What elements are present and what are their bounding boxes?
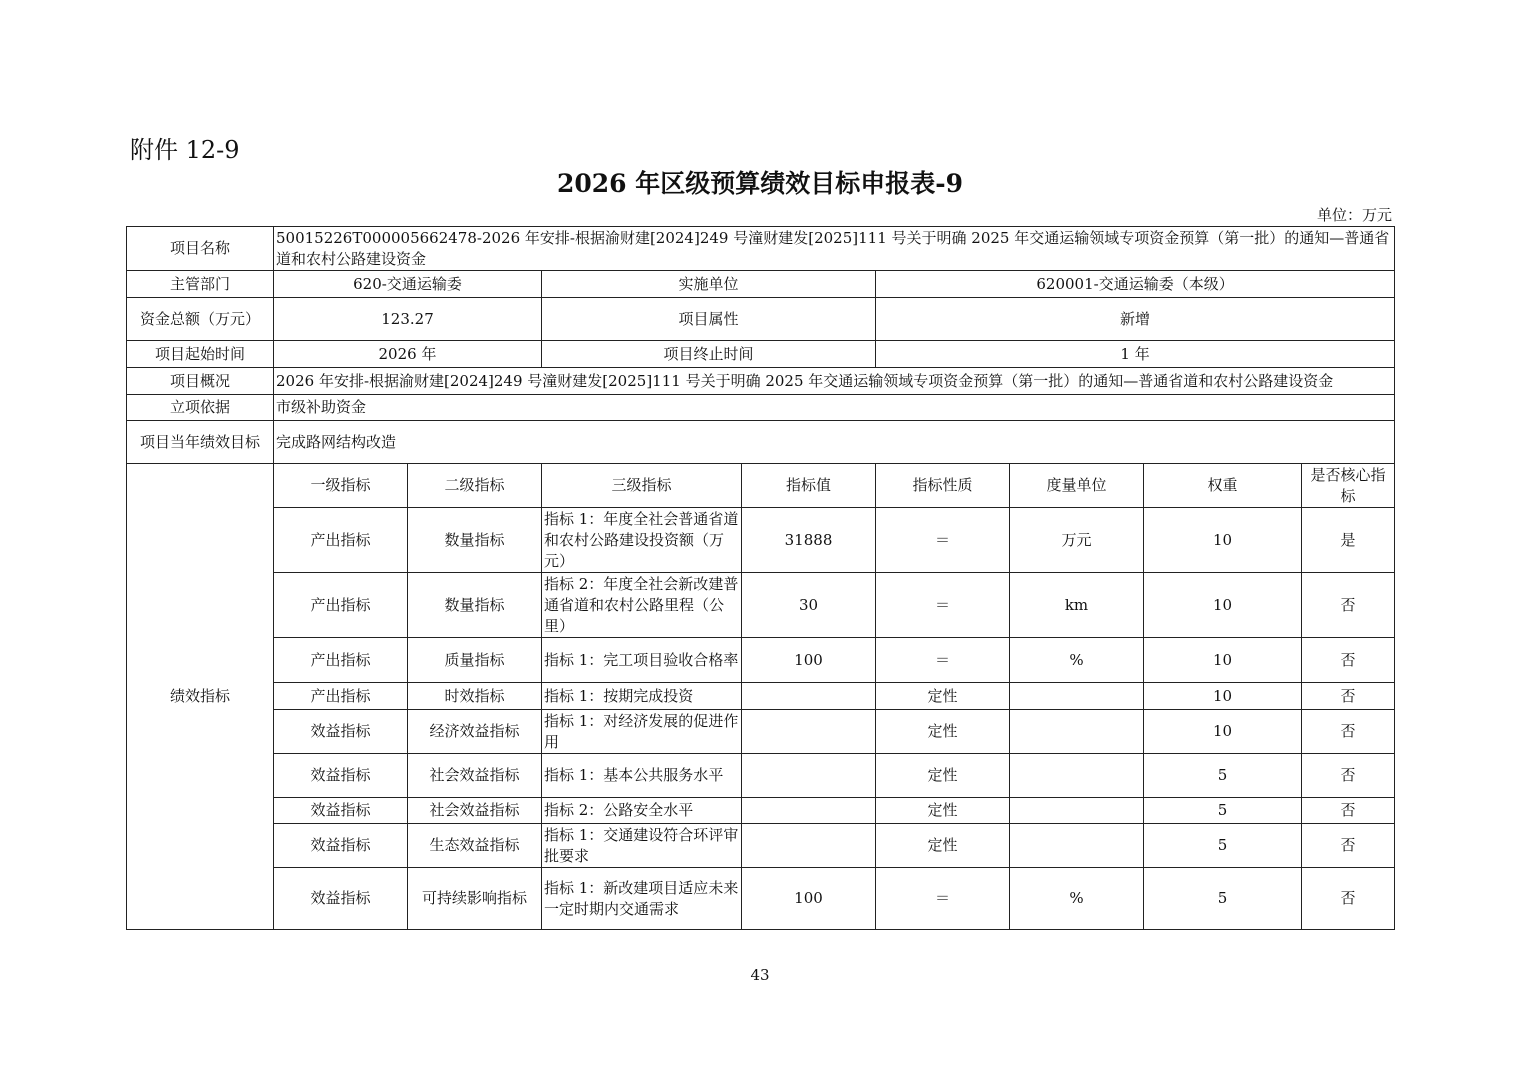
cell-weight: 5 bbox=[1144, 798, 1302, 824]
cell-l3: 指标 1：新改建项目适应未来一定时期内交通需求 bbox=[542, 868, 742, 930]
header-weight: 权重 bbox=[1144, 464, 1302, 508]
cell-l1: 效益指标 bbox=[274, 868, 408, 930]
row-overview bbox=[127, 368, 1395, 395]
cell-nature: ＝ bbox=[876, 868, 1010, 930]
cell-weight: 10 bbox=[1144, 683, 1302, 710]
cell-nature: 定性 bbox=[876, 798, 1010, 824]
cell-core: 否 bbox=[1302, 754, 1395, 798]
cell-unit: 万元 bbox=[1010, 508, 1144, 573]
table-row bbox=[127, 754, 1395, 798]
cell-core: 否 bbox=[1302, 798, 1395, 824]
cell-nature: ＝ bbox=[876, 638, 1010, 683]
cell-l3: 指标 2：公路安全水平 bbox=[542, 798, 742, 824]
cell-nature: 定性 bbox=[876, 683, 1010, 710]
cell-l3: 指标 1：年度全社会普通省道和农村公路建设投资额（万元） bbox=[542, 508, 742, 573]
end-value: 1 年 bbox=[876, 341, 1395, 368]
cell-unit bbox=[1010, 824, 1144, 868]
cell-weight: 10 bbox=[1144, 638, 1302, 683]
page-number: 43 bbox=[750, 966, 770, 984]
cell-unit: % bbox=[1010, 638, 1144, 683]
unit-label: 单位：万元 bbox=[1316, 206, 1392, 224]
cell-nature: 定性 bbox=[876, 824, 1010, 868]
cell-nature: 定性 bbox=[876, 710, 1010, 754]
cell-nature: ＝ bbox=[876, 508, 1010, 573]
cell-value: 30 bbox=[742, 573, 876, 638]
cell-unit bbox=[1010, 683, 1144, 710]
cell-l1: 产出指标 bbox=[274, 638, 408, 683]
cell-l3: 指标 1：交通建设符合环评审批要求 bbox=[542, 824, 742, 868]
cell-l3: 指标 1：对经济发展的促进作用 bbox=[542, 710, 742, 754]
cell-value: 31888 bbox=[742, 508, 876, 573]
cell-l3: 指标 1：完工项目验收合格率 bbox=[542, 638, 742, 683]
row-dept bbox=[127, 271, 1395, 298]
cell-l1: 产出指标 bbox=[274, 573, 408, 638]
cell-l2: 质量指标 bbox=[408, 638, 542, 683]
cell-weight: 10 bbox=[1144, 710, 1302, 754]
table-row bbox=[127, 798, 1395, 824]
cell-value bbox=[742, 798, 876, 824]
cell-core: 否 bbox=[1302, 638, 1395, 683]
cell-l2: 经济效益指标 bbox=[408, 710, 542, 754]
cell-value bbox=[742, 754, 876, 798]
cell-l2: 生态效益指标 bbox=[408, 824, 542, 868]
fund-label: 资金总额（万元） bbox=[127, 298, 274, 341]
cell-unit bbox=[1010, 798, 1144, 824]
table-row bbox=[127, 868, 1395, 930]
cell-unit bbox=[1010, 710, 1144, 754]
row-basis bbox=[127, 395, 1395, 421]
row-fund bbox=[127, 298, 1395, 341]
table-row bbox=[127, 683, 1395, 710]
cell-l2: 社会效益指标 bbox=[408, 798, 542, 824]
attr-value: 新增 bbox=[876, 298, 1395, 341]
basis-label: 立项依据 bbox=[127, 395, 274, 421]
cell-nature: ＝ bbox=[876, 573, 1010, 638]
cell-core: 否 bbox=[1302, 868, 1395, 930]
header-nature: 指标性质 bbox=[876, 464, 1010, 508]
cell-l1: 产出指标 bbox=[274, 508, 408, 573]
cell-l3: 指标 1：基本公共服务水平 bbox=[542, 754, 742, 798]
perf-header-row bbox=[127, 464, 1395, 508]
header-unit: 度量单位 bbox=[1010, 464, 1144, 508]
dept-label: 主管部门 bbox=[127, 271, 274, 298]
start-value: 2026 年 bbox=[274, 341, 542, 368]
row-time bbox=[127, 341, 1395, 368]
attr-label: 项目属性 bbox=[542, 298, 876, 341]
perf-label: 绩效指标 bbox=[127, 464, 274, 930]
overview-label: 项目概况 bbox=[127, 368, 274, 395]
cell-l1: 效益指标 bbox=[274, 710, 408, 754]
page-title: 2026 年区级预算绩效目标申报表-9 bbox=[556, 169, 964, 198]
cell-l1: 效益指标 bbox=[274, 754, 408, 798]
header-l2: 二级指标 bbox=[408, 464, 542, 508]
table-row bbox=[127, 638, 1395, 683]
budget-table bbox=[126, 226, 1395, 930]
cell-nature: 定性 bbox=[876, 754, 1010, 798]
row-project-name bbox=[127, 227, 1395, 271]
impl-value: 620001-交通运输委（本级） bbox=[876, 271, 1395, 298]
goal-label: 项目当年绩效目标 bbox=[127, 421, 274, 464]
cell-l3: 指标 2：年度全社会新改建普通省道和农村公路里程（公里） bbox=[542, 573, 742, 638]
goal-value: 完成路网结构改造 bbox=[274, 421, 1395, 464]
cell-l2: 数量指标 bbox=[408, 508, 542, 573]
table-row bbox=[127, 573, 1395, 638]
overview-value: 2026 年安排-根据渝财建[2024]249 号潼财建发[2025]111 号关于明确 2025 年交通运输领域专项资金预算（第一批）的通知—普通省道和农村公路建设资金 bbox=[274, 368, 1395, 395]
cell-value bbox=[742, 683, 876, 710]
cell-l1: 产出指标 bbox=[274, 683, 408, 710]
project-name-value: 50015226T000005662478-2026 年安排-根据渝财建[2024]249 号潼财建发[2025]111 号关于明确 2025 年交通运输领域专项资金预算（第一批）的通知—普通省道和农村公路建设资金 bbox=[274, 227, 1395, 271]
table-row bbox=[127, 508, 1395, 573]
start-label: 项目起始时间 bbox=[127, 341, 274, 368]
cell-l2: 时效指标 bbox=[408, 683, 542, 710]
cell-value bbox=[742, 824, 876, 868]
cell-weight: 5 bbox=[1144, 824, 1302, 868]
end-label: 项目终止时间 bbox=[542, 341, 876, 368]
basis-value: 市级补助资金 bbox=[274, 395, 1395, 421]
impl-label: 实施单位 bbox=[542, 271, 876, 298]
attachment-label: 附件 12-9 bbox=[130, 136, 240, 164]
cell-value: 100 bbox=[742, 868, 876, 930]
cell-core: 否 bbox=[1302, 573, 1395, 638]
cell-value: 100 bbox=[742, 638, 876, 683]
cell-l1: 效益指标 bbox=[274, 798, 408, 824]
project-name-label: 项目名称 bbox=[127, 227, 274, 271]
cell-unit: % bbox=[1010, 868, 1144, 930]
cell-weight: 10 bbox=[1144, 508, 1302, 573]
dept-value: 620-交通运输委 bbox=[274, 271, 542, 298]
cell-core: 否 bbox=[1302, 824, 1395, 868]
table-row bbox=[127, 710, 1395, 754]
fund-value: 123.27 bbox=[274, 298, 542, 341]
cell-l1: 效益指标 bbox=[274, 824, 408, 868]
cell-core: 是 bbox=[1302, 508, 1395, 573]
cell-l2: 可持续影响指标 bbox=[408, 868, 542, 930]
header-l3: 三级指标 bbox=[542, 464, 742, 508]
cell-l2: 社会效益指标 bbox=[408, 754, 542, 798]
table-row bbox=[127, 824, 1395, 868]
cell-weight: 10 bbox=[1144, 573, 1302, 638]
row-goal bbox=[127, 421, 1395, 464]
header-core: 是否核心指标 bbox=[1302, 464, 1395, 508]
cell-value bbox=[742, 710, 876, 754]
cell-l2: 数量指标 bbox=[408, 573, 542, 638]
header-l1: 一级指标 bbox=[274, 464, 408, 508]
cell-weight: 5 bbox=[1144, 754, 1302, 798]
cell-l3: 指标 1：按期完成投资 bbox=[542, 683, 742, 710]
cell-unit bbox=[1010, 754, 1144, 798]
cell-weight: 5 bbox=[1144, 868, 1302, 930]
cell-core: 否 bbox=[1302, 683, 1395, 710]
cell-unit: km bbox=[1010, 573, 1144, 638]
header-value: 指标值 bbox=[742, 464, 876, 508]
cell-core: 否 bbox=[1302, 710, 1395, 754]
